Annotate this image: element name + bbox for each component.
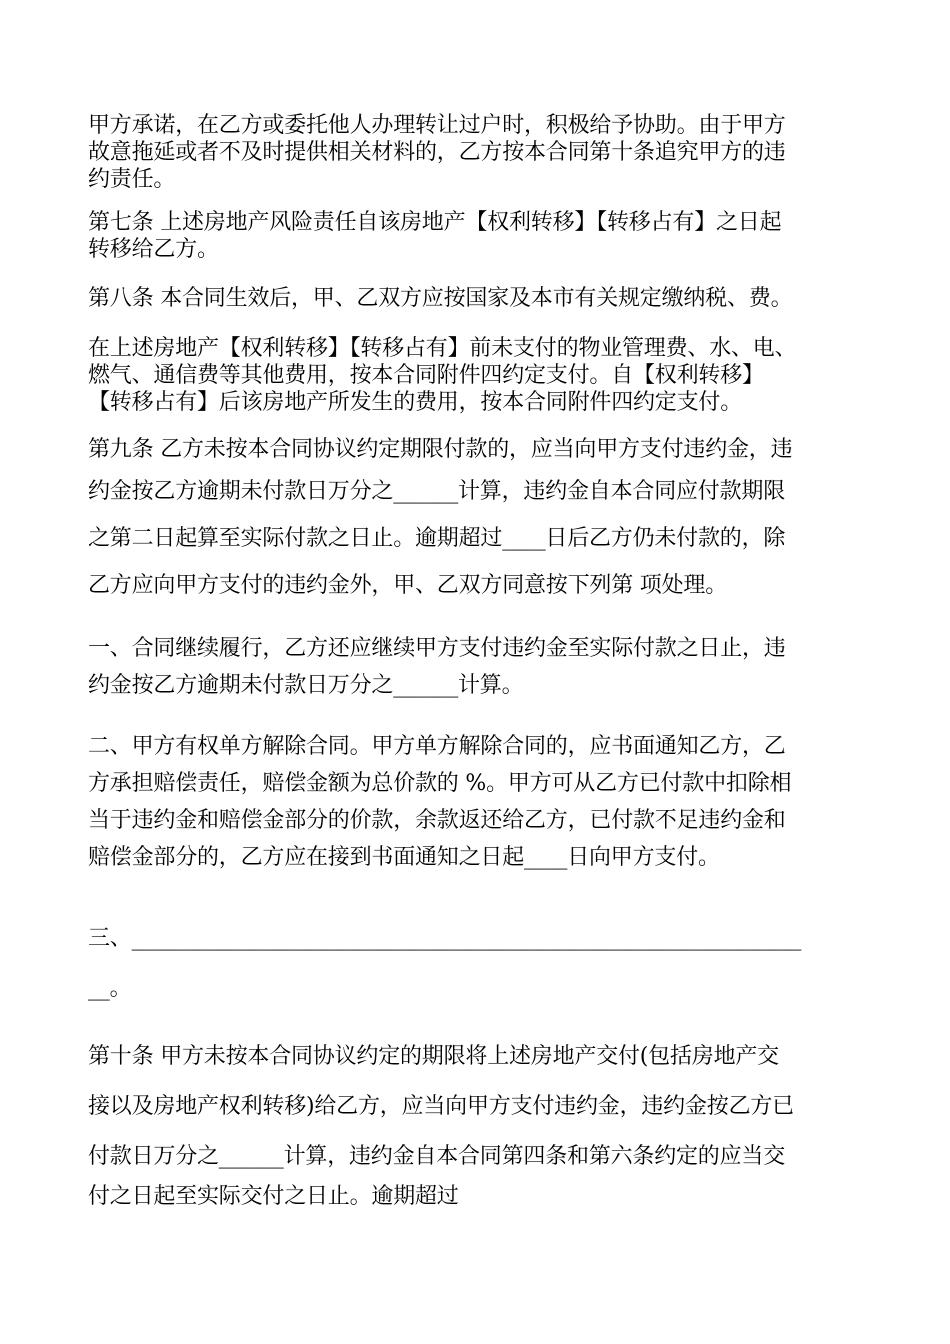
text-line: 甲方承诺，在乙方或委托他人办理转让过户时，积极给予协助。由于甲方 bbox=[88, 113, 786, 138]
text-line: 在上述房地产【权利转移】【转移占有】前未支付的物业管理费、水、电、 bbox=[88, 336, 797, 361]
text-line: 方承担赔偿责任，赔偿金额为总价款的 %。甲方可从乙方已付款中扣除相 bbox=[88, 771, 792, 796]
text-line: __。 bbox=[88, 976, 132, 1001]
paragraph-fees bbox=[88, 335, 888, 416]
paragraph-option-3 bbox=[88, 914, 888, 1014]
text-line: 一、合同继续履行，乙方还应继续甲方支付违约金至实际付款之日止，违 bbox=[88, 636, 786, 661]
text-line: 故意拖延或者不及时提供相关材料的，乙方按本合同第十条追究甲方的违 bbox=[88, 140, 786, 165]
text-line: 燃气、通信费等其他费用，按本合同附件四约定支付。自【权利转移】 bbox=[88, 363, 764, 388]
text-line: 乙方应向甲方支付的违约金外，甲、乙双方同意按下列第 项处理。 bbox=[88, 573, 727, 598]
text-line: 当于违约金和赔偿金部分的价款，余款返还给乙方，已付款不足违约金和 bbox=[88, 808, 786, 833]
paragraph-article-7 bbox=[88, 209, 888, 263]
paragraph-article-10 bbox=[88, 1032, 888, 1212]
text-line: 付款日万分之______计算，违约金自本合同第四条和第六条约定的应当交 bbox=[88, 1144, 786, 1169]
text-line: 约金按乙方逾期未付款日万分之______计算，违约金自本合同应付款期限 bbox=[88, 479, 786, 504]
text-line: 第九条 乙方未按本合同协议约定期限付款的，应当向甲方支付违约金，违 bbox=[88, 437, 793, 462]
text-line: 赔偿金部分的，乙方应在接到书面通知之日起____日向甲方支付。 bbox=[88, 845, 720, 870]
text-line: 第七条 上述房地产风险责任自该房地产【权利转移】【转移占有】之日起 bbox=[88, 210, 782, 235]
text-line: 接以及房地产权利转移)给乙方，应当向甲方支付违约金，违约金按乙方已 bbox=[88, 1094, 794, 1119]
text-line: 第十条 甲方未按本合同协议约定的期限将上述房地产交付(包括房地产交 bbox=[88, 1044, 779, 1069]
text-line: 三、______________________________________________________________ bbox=[88, 926, 802, 951]
text-line: 付之日起至实际交付之日止。逾期超过 bbox=[88, 1184, 459, 1209]
text-line: 【转移占有】后该房地产所发生的费用，按本合同附件四约定支付。 bbox=[88, 390, 743, 415]
paragraph-transfer-assist bbox=[88, 112, 888, 193]
text-line: 之第二日起算至实际付款之日止。逾期超过____日后乙方仍未付款的，除 bbox=[88, 526, 786, 551]
paragraph-option-1 bbox=[88, 630, 888, 704]
text-line: 约金按乙方逾期未付款日万分之______计算。 bbox=[88, 673, 524, 698]
text-line: 二、甲方有权单方解除合同。甲方单方解除合同的，应书面通知乙方，乙 bbox=[88, 734, 786, 759]
paragraph-article-8 bbox=[88, 285, 888, 312]
text-line: 约责任。 bbox=[88, 167, 176, 192]
paragraph-article-9 bbox=[88, 431, 888, 609]
text-line: 第八条 本合同生效后，甲、乙双方应按国家及本市有关规定缴纳税、费。 bbox=[88, 286, 793, 311]
text-line: 转移给乙方。 bbox=[88, 237, 219, 262]
paragraph-option-2 bbox=[88, 728, 888, 876]
